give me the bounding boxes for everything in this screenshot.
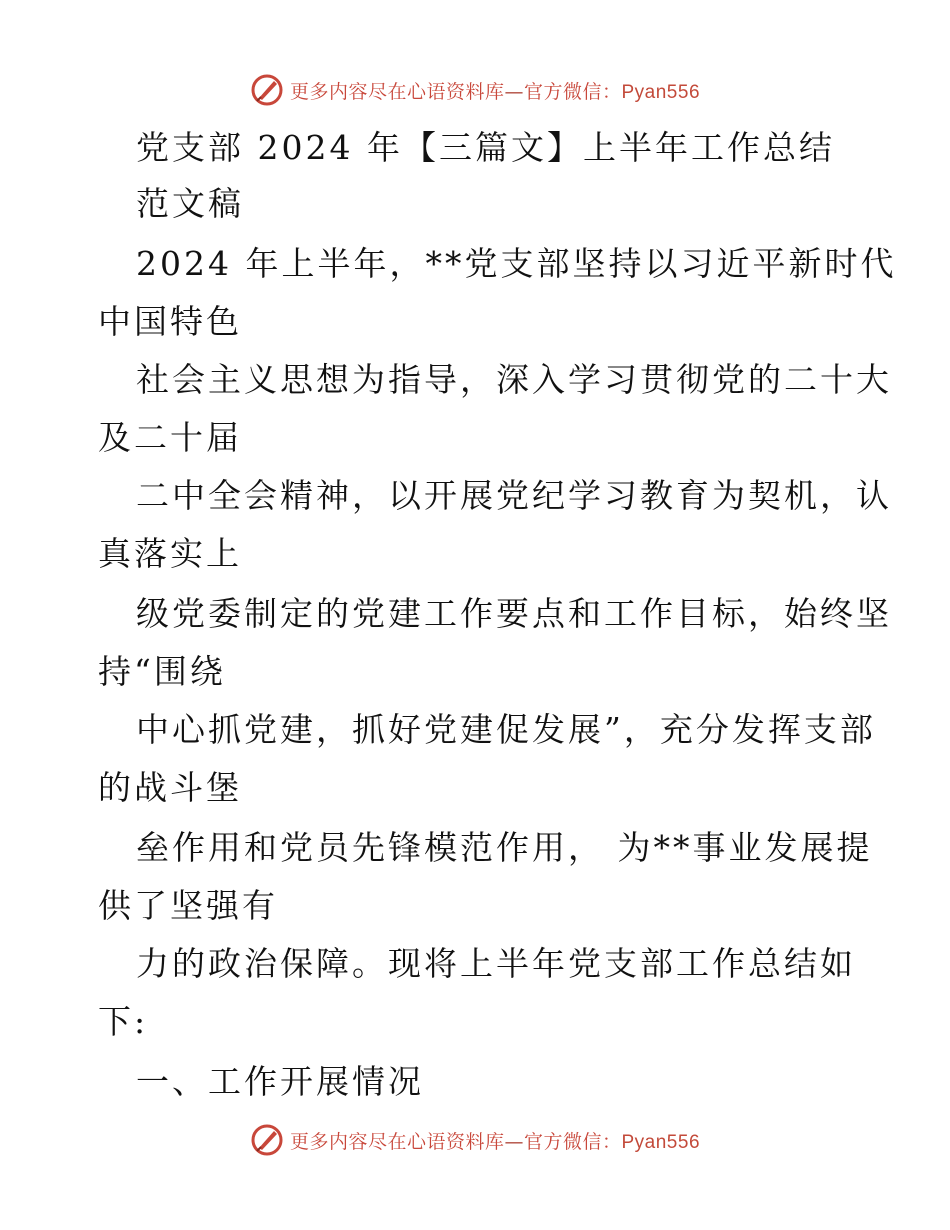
document-title-line-1: 党支部 2024 年【三篇文】上半年工作总结 <box>136 128 835 167</box>
header-watermark <box>0 70 950 110</box>
paragraph-line: 力的政治保障。现将上半年党支部工作总结如 <box>136 944 856 983</box>
quill-logo-icon <box>250 73 284 107</box>
paragraph-line: 社会主义思想为指导，深入学习贯彻党的二十大 <box>136 360 892 399</box>
paragraph-line: 2024 年上半年，**党支部坚持以习近平新时代 <box>136 244 897 283</box>
quill-logo-icon <box>250 1123 284 1157</box>
watermark-text: 更多内容尽在心语资料库—官方微信：Pyan556 <box>289 1130 701 1153</box>
paragraph-line: 持“围绕 <box>98 652 226 691</box>
section-heading: 一、工作开展情况 <box>136 1062 424 1101</box>
footer-watermark <box>0 1120 950 1160</box>
paragraph-line: 二中全会精神，以开展党纪学习教育为契机，认 <box>136 476 892 515</box>
paragraph-line: 垒作用和党员先锋模范作用， 为**事业发展提 <box>136 828 873 867</box>
paragraph-line: 供了坚强有 <box>98 886 278 925</box>
paragraph-line: 中国特色 <box>98 302 242 341</box>
paragraph-line: 真落实上 <box>98 534 242 573</box>
paragraph-line: 级党委制定的党建工作要点和工作目标，始终坚 <box>136 594 892 633</box>
document-title-line-2: 范文稿 <box>136 184 244 223</box>
paragraph-line: 中心抓党建，抓好党建促发展”，充分发挥支部 <box>136 710 876 749</box>
paragraph-line: 下: <box>98 1002 149 1041</box>
paragraph-line: 的战斗堡 <box>98 768 242 807</box>
watermark-text: 更多内容尽在心语资料库—官方微信：Pyan556 <box>289 80 701 103</box>
paragraph-line: 及二十届 <box>98 418 242 457</box>
